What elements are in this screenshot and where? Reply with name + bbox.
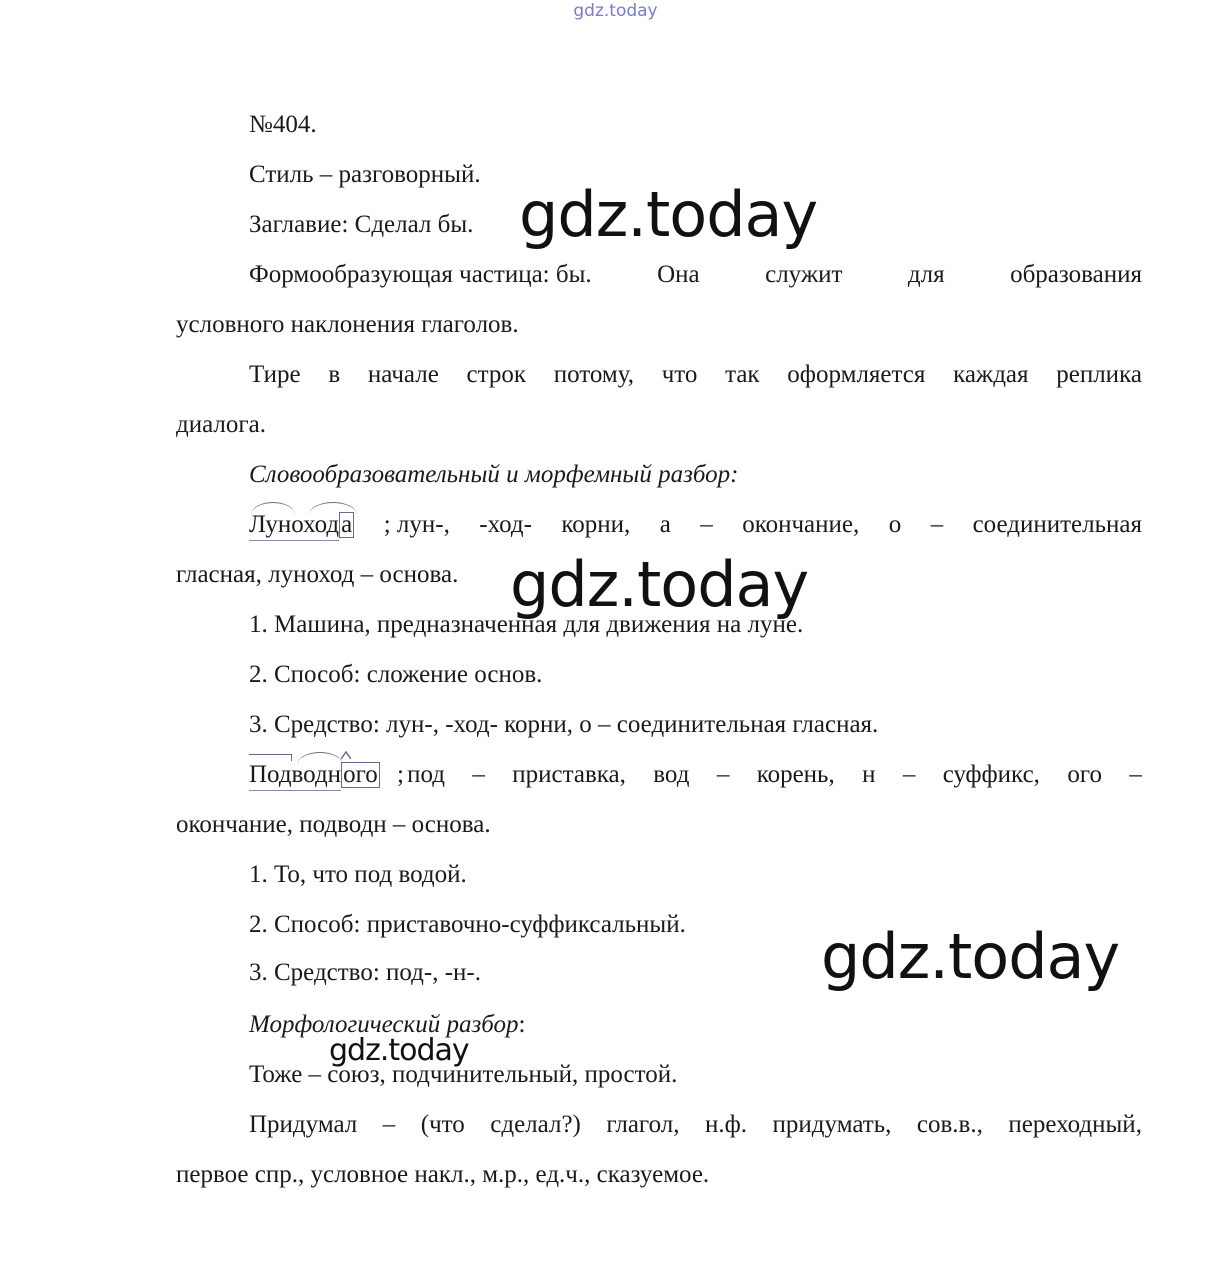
word1-item-2: 2. Способ: сложение основ. bbox=[249, 661, 543, 688]
word2-item-2: 2. Способ: приставочно-суффиксальный. bbox=[249, 911, 686, 938]
word: переходный, bbox=[1008, 1111, 1142, 1138]
word: ого bbox=[1067, 761, 1102, 788]
root-arc-mark bbox=[309, 502, 357, 515]
word: что bbox=[661, 361, 698, 388]
word: н bbox=[862, 761, 876, 788]
word1-ending: а bbox=[341, 511, 353, 538]
word2-line-1 bbox=[249, 760, 1142, 791]
word: служит bbox=[765, 261, 843, 288]
particle-line-1 bbox=[249, 260, 1142, 290]
word: Тире bbox=[249, 361, 301, 388]
word: Придумал bbox=[249, 1111, 358, 1138]
dash-line-1 bbox=[249, 360, 1142, 390]
word1-stem: Луноход bbox=[249, 510, 339, 541]
word: начале bbox=[367, 361, 439, 388]
word2-item-3: 3. Средство: под-, -н-. bbox=[249, 959, 481, 986]
word1-item-1: 1. Машина, предназначенная для движения на луне. bbox=[249, 611, 804, 638]
word: н.ф. bbox=[704, 1111, 748, 1138]
tozhe-line: Тоже – союз, подчинительный, простой. bbox=[249, 1061, 678, 1088]
word1-line-1 bbox=[249, 510, 1142, 541]
word: корень, bbox=[756, 761, 835, 788]
word: а bbox=[659, 511, 671, 538]
watermark: gdz.today bbox=[329, 1033, 469, 1068]
exercise-number: №404. bbox=[249, 111, 317, 138]
word: придумать, bbox=[772, 1111, 892, 1138]
word: соединительная bbox=[972, 511, 1142, 538]
word: строк bbox=[466, 361, 527, 388]
word1-morpheme bbox=[249, 510, 354, 541]
dash-line-2: диалога. bbox=[176, 411, 266, 438]
word: приставка, bbox=[512, 761, 626, 788]
word: под bbox=[407, 761, 445, 788]
prefix-mark bbox=[249, 754, 292, 761]
pridumal-line-2: первое спр., условное накл., м.р., ед.ч., сказуемое. bbox=[176, 1161, 710, 1188]
word1-line-2: гласная, луноход – основа. bbox=[176, 561, 459, 588]
suffix-mark bbox=[341, 750, 351, 760]
word: каждая bbox=[953, 361, 1029, 388]
analysis-heading: Словообразовательный и морфемный разбор: bbox=[249, 461, 739, 488]
word2-ending: ого bbox=[343, 761, 378, 788]
watermark: gdz.today bbox=[821, 920, 1120, 993]
morph-heading-text: Морфологический разбор bbox=[249, 1011, 519, 1038]
watermark: gdz.today bbox=[510, 548, 809, 621]
word: оформляется bbox=[787, 361, 926, 388]
particle-line-2: условного наклонения глаголов. bbox=[176, 311, 519, 338]
word: ; лун-, bbox=[383, 511, 450, 538]
word: – bbox=[930, 511, 944, 538]
word: Она bbox=[657, 261, 700, 288]
word: реплика bbox=[1056, 361, 1142, 388]
style-line: Стиль – разговорный. bbox=[249, 161, 481, 188]
word: – bbox=[472, 761, 485, 788]
word: (что bbox=[420, 1111, 465, 1138]
word: вод bbox=[653, 761, 690, 788]
word: окончание, bbox=[742, 511, 860, 538]
site-link[interactable]: gdz.today bbox=[573, 1, 658, 21]
word: – bbox=[382, 1111, 396, 1138]
pridumal-line-1 bbox=[249, 1110, 1142, 1140]
word: Формообразующая частица: бы. bbox=[249, 261, 592, 288]
word2-item-1: 1. То, что под водой. bbox=[249, 861, 467, 888]
word: – bbox=[716, 761, 730, 788]
word: для bbox=[907, 261, 945, 288]
word: – bbox=[700, 511, 713, 538]
root-arc-mark bbox=[251, 502, 295, 515]
title-line: Заглавие: Сделал бы. bbox=[249, 211, 474, 238]
word: – bbox=[902, 761, 916, 788]
word: образования bbox=[1010, 261, 1142, 288]
word1-item-3: 3. Средство: лун-, -ход- корни, о – соединительная гласная. bbox=[249, 711, 879, 738]
word2-semicolon: ; bbox=[397, 761, 404, 788]
word: сов.в., bbox=[916, 1111, 983, 1138]
word: суффикс, bbox=[942, 761, 1040, 788]
word: в bbox=[328, 361, 341, 388]
morph-heading-colon: : bbox=[518, 1011, 526, 1038]
word2-morpheme bbox=[249, 760, 380, 791]
word: сделал?) bbox=[490, 1111, 581, 1138]
word: корни, bbox=[561, 511, 631, 538]
word2-line-2: окончание, подводн – основа. bbox=[176, 811, 491, 838]
word: – bbox=[1129, 761, 1142, 788]
word: глагол, bbox=[606, 1111, 680, 1138]
word: потому, bbox=[553, 361, 634, 388]
word: так bbox=[725, 361, 760, 388]
root-arc-mark bbox=[297, 752, 343, 765]
watermark: gdz.today bbox=[519, 178, 818, 251]
word2-stem: Подводн bbox=[249, 760, 341, 791]
word: о bbox=[888, 511, 902, 538]
word: -ход- bbox=[479, 511, 532, 538]
